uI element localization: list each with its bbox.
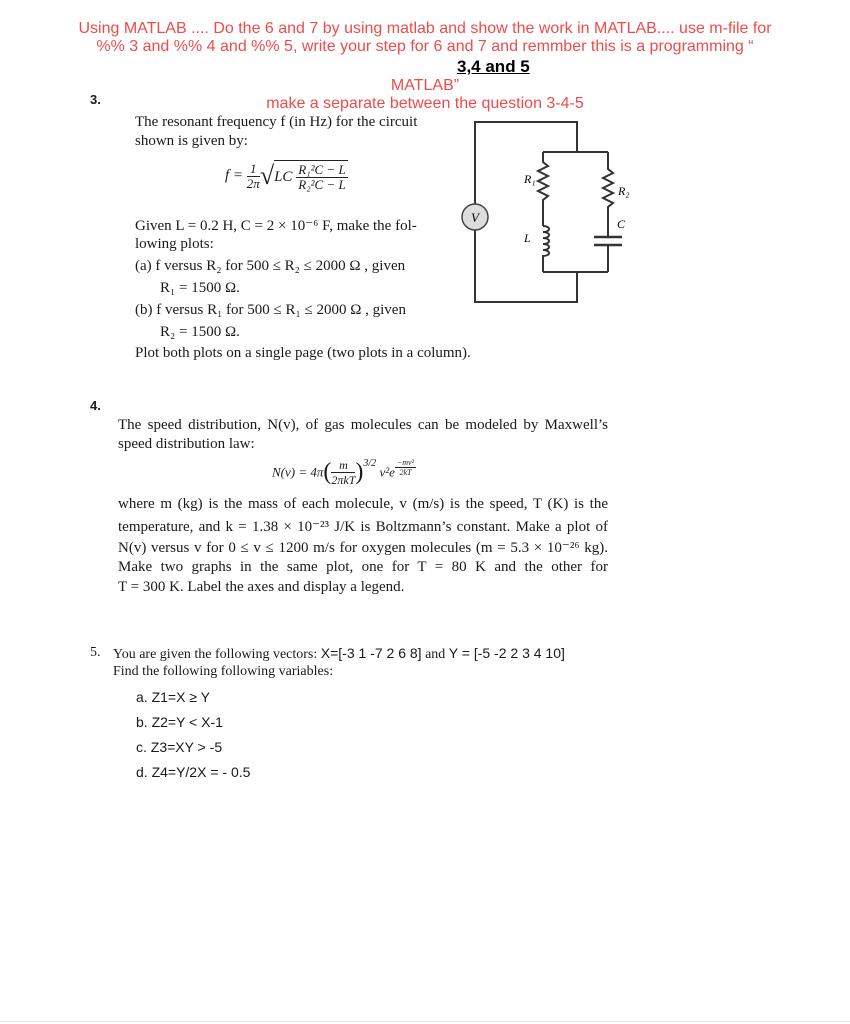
q3-part-b-2: R₂ = 1500 Ω. [160, 324, 240, 340]
q5-line-2: Find the following following variables: [113, 664, 334, 679]
q3-part-a-1: (a) f versus R₂ for 500 ≤ R₂ ≤ 2000 Ω , given [135, 258, 406, 274]
label-v: V [471, 210, 479, 225]
q4-formula [272, 458, 416, 487]
q5-line-1 [113, 645, 565, 663]
q3-intro-1: The resonant frequency f (in Hz) for the circuit [135, 114, 418, 130]
q5-item-a: a. Z1=X ≥ Y [136, 689, 210, 705]
maxwell-lhs: N(v) = 4π [272, 464, 324, 480]
page-divider [0, 1021, 850, 1022]
q4-line-7: T = 300 K. Label the axes and display a legend. [118, 579, 405, 595]
resistor-r2-icon [603, 152, 613, 237]
paren-open: ( [323, 459, 332, 485]
q3-part-a-2: R₁ = 1500 Ω. [160, 280, 240, 296]
q3-given-1: Given L = 0.2 H, C = 2 × 10⁻⁶ F, make the fol- [135, 218, 417, 234]
maxwell-power: 3/2 [363, 458, 377, 469]
frac-num: R₁²C − L [298, 162, 346, 177]
q3-intro-2: shown is given by: [135, 133, 248, 149]
q5-item-d: d. Z4=Y/2X = - 0.5 [136, 764, 251, 780]
instruction-line-4: make a separate between the question 3-4-5 [266, 95, 584, 112]
q4-line-5: N(v) versus v for 0 ≤ v ≤ 1200 m/s for oxygen molecules (m = 5.3 × 10⁻²⁶ kg). [118, 540, 608, 556]
q4-line-4: temperature, and k = 1.38 × 10⁻²³ J/K is Boltzmann’s constant. Make a plot of [118, 519, 608, 535]
paren-close: ) [355, 459, 364, 485]
instruction-line-3: MATLAB” [390, 77, 460, 94]
vector-y: Y = [-5 -2 2 3 4 10] [448, 645, 565, 661]
coef-den: 2π [246, 175, 260, 191]
question-5-number: 5. [90, 645, 101, 660]
q5-intro: You are given the following vectors: [113, 647, 321, 662]
q5-item-b: b. Z2=Y < X-1 [136, 714, 223, 730]
sqrt-icon: √ [259, 161, 275, 190]
sqrt-body [274, 160, 348, 192]
maxwell-exponent [395, 458, 416, 477]
q5-item-c: c. Z3=XY > -5 [136, 739, 223, 755]
instruction-line-1: Using MATLAB .... Do the 6 and 7 by using matlab and show the work in MATLAB.... use m-file for [78, 20, 772, 37]
q4-line-3: where m (kg) is the mass of each molecule, v (m/s) is the speed, T (K) is the [118, 496, 608, 512]
exp-den: 2kT [399, 468, 412, 477]
question-4-number: 4. [90, 398, 101, 413]
maxwell-fraction [331, 458, 355, 487]
q3-plot-note: Plot both plots on a single page (two plots in a column). [135, 345, 471, 361]
maxwell-v2e: v²e [379, 464, 395, 480]
wire-top [475, 122, 577, 204]
formula-coef [247, 162, 260, 191]
q3-given-2: lowing plots: [135, 236, 214, 252]
formula-lhs: f = [225, 167, 244, 184]
label-r2: R₂ [618, 184, 630, 198]
inductor-l-icon [543, 226, 549, 272]
formula-lc: LC [274, 169, 293, 185]
instruction-line-2: %% 3 and %% 4 and %% 5, write your step for 6 and 7 and remmber this is a programming “ [96, 38, 754, 55]
q4-line-6: Make two graphs in the same plot, one for T = 80 K and the other for [118, 559, 608, 575]
q3-part-b-1: (b) f versus R₁ for 500 ≤ R₁ ≤ 2000 Ω , given [135, 302, 406, 318]
resistor-r1-icon [538, 152, 548, 226]
coef-num: 1 [247, 162, 260, 177]
exp-num: −mv² [396, 458, 414, 467]
question-3-number: 3. [90, 92, 101, 107]
maxwell-den: 2πkT [331, 473, 356, 487]
q5-and: and [421, 647, 449, 662]
label-c: C [617, 217, 626, 231]
circuit-diagram [460, 114, 660, 314]
vector-x: X=[-3 1 -7 2 6 8] [320, 645, 422, 661]
label-r1: R₁ [524, 172, 536, 186]
q4-line-1: The speed distribution, N(v), of gas molecules can be modeled by Maxwell’s [118, 417, 608, 433]
maxwell-num: m [331, 458, 355, 473]
q3-formula [225, 160, 348, 192]
formula-fraction [296, 163, 348, 192]
label-l: L [524, 231, 531, 245]
highlight-overlay: 3,4 and 5 [457, 57, 530, 76]
q4-line-2: speed distribution law: [118, 436, 255, 452]
frac-den: R₂²C − L [298, 177, 346, 192]
